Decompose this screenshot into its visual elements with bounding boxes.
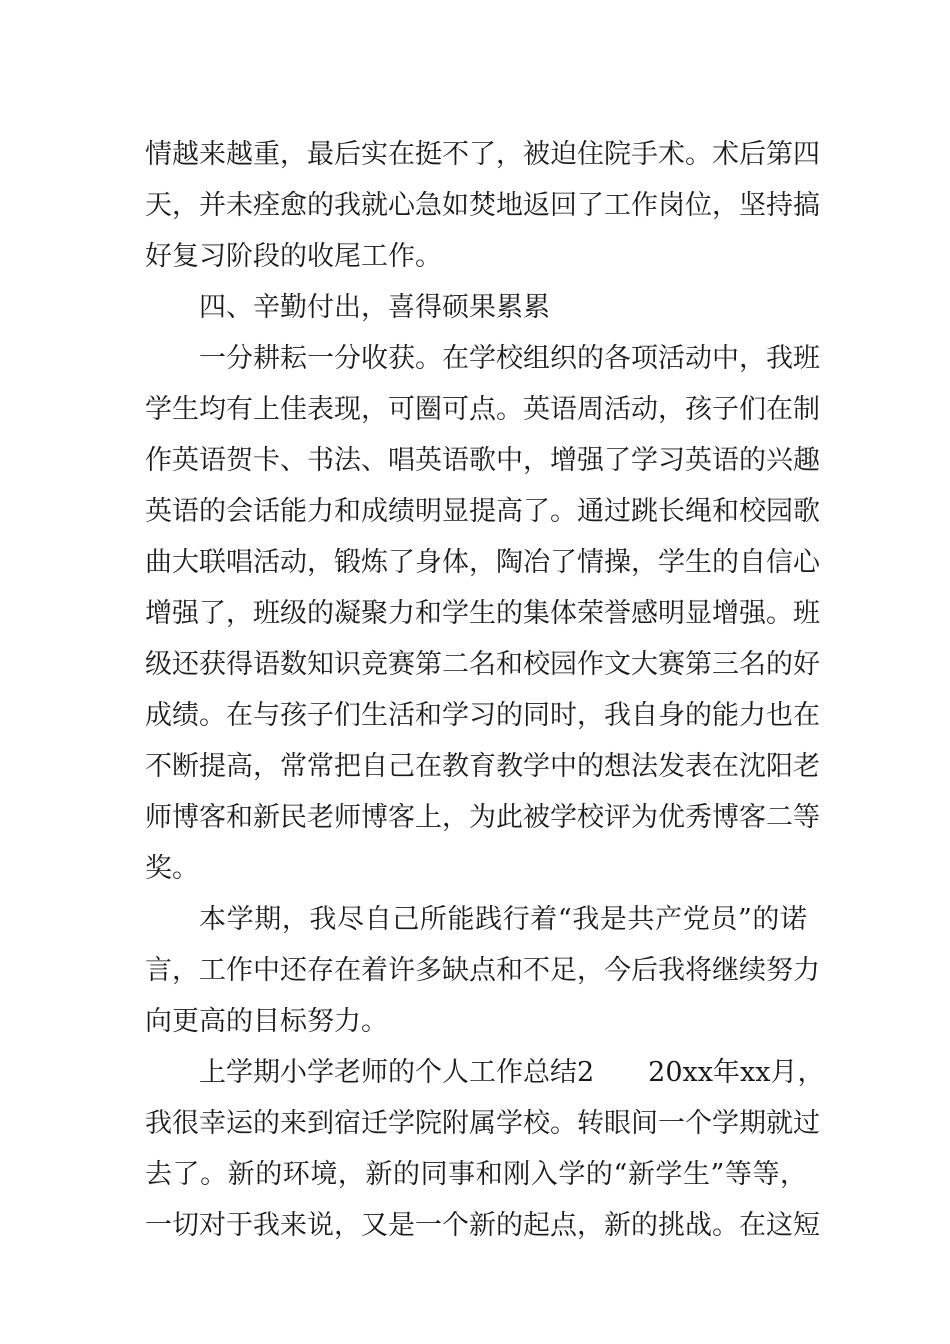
text-line: 上学期小学老师的个人工作总结2 20xx年xx月，: [199, 1057, 825, 1088]
text-line: 作英语贺卡、书法、唱英语歌中，增强了学习英语的兴趣: [145, 445, 820, 476]
text-line: 言，工作中还存在着许多缺点和不足，今后我将继续努力: [145, 955, 820, 986]
text-line: 天，并未痊愈的我就心急如焚地返回了工作岗位，坚持搞: [145, 190, 820, 221]
text-line: 增强了，班级的凝聚力和学生的集体荣誉感明显增强。班: [145, 598, 820, 629]
text-line: 本学期，我尽自己所能践行着“我是共产党员”的诺: [199, 904, 807, 935]
text-line: 一切对于我来说，又是一个新的起点，新的挑战。在这短: [145, 1210, 820, 1241]
text-line: 英语的会话能力和成绩明显提高了。通过跳长绳和校园歌: [145, 496, 820, 527]
text-line: 我很幸运的来到宿迁学院附属学校。转眼间一个学期就过: [145, 1108, 820, 1139]
text-line: 情越来越重，最后实在挺不了，被迫住院手术。术后第四: [145, 139, 820, 170]
text-line: 成绩。在与孩子们生活和学习的同时，我自身的能力也在: [145, 700, 820, 731]
text-line: 师博客和新民老师博客上，为此被学校评为优秀博客二等: [145, 802, 820, 833]
text-line: 曲大联唱活动，锻炼了身体，陶冶了情操，学生的自信心: [145, 547, 820, 578]
text-line: 四、辛勤付出，喜得硕果累累: [199, 292, 550, 323]
text-line: 一分耕耘一分收获。在学校组织的各项活动中，我班: [199, 343, 820, 374]
text-line: 好复习阶段的收尾工作。: [145, 241, 442, 272]
text-line: 向更高的目标努力。: [145, 1006, 388, 1037]
text-line: 奖。: [145, 853, 199, 884]
text-line: 级还获得语数知识竞赛第二名和校园作文大赛第三名的好: [145, 649, 820, 680]
document-body: [145, 129, 825, 1251]
text-line: 去了。新的环境，新的同事和刚入学的“新学生”等等，: [145, 1159, 807, 1190]
text-line: 学生均有上佳表现，可圈可点。英语周活动，孩子们在制: [145, 394, 820, 425]
text-line: 不断提高，常常把自己在教育教学中的想法发表在沈阳老: [145, 751, 820, 782]
